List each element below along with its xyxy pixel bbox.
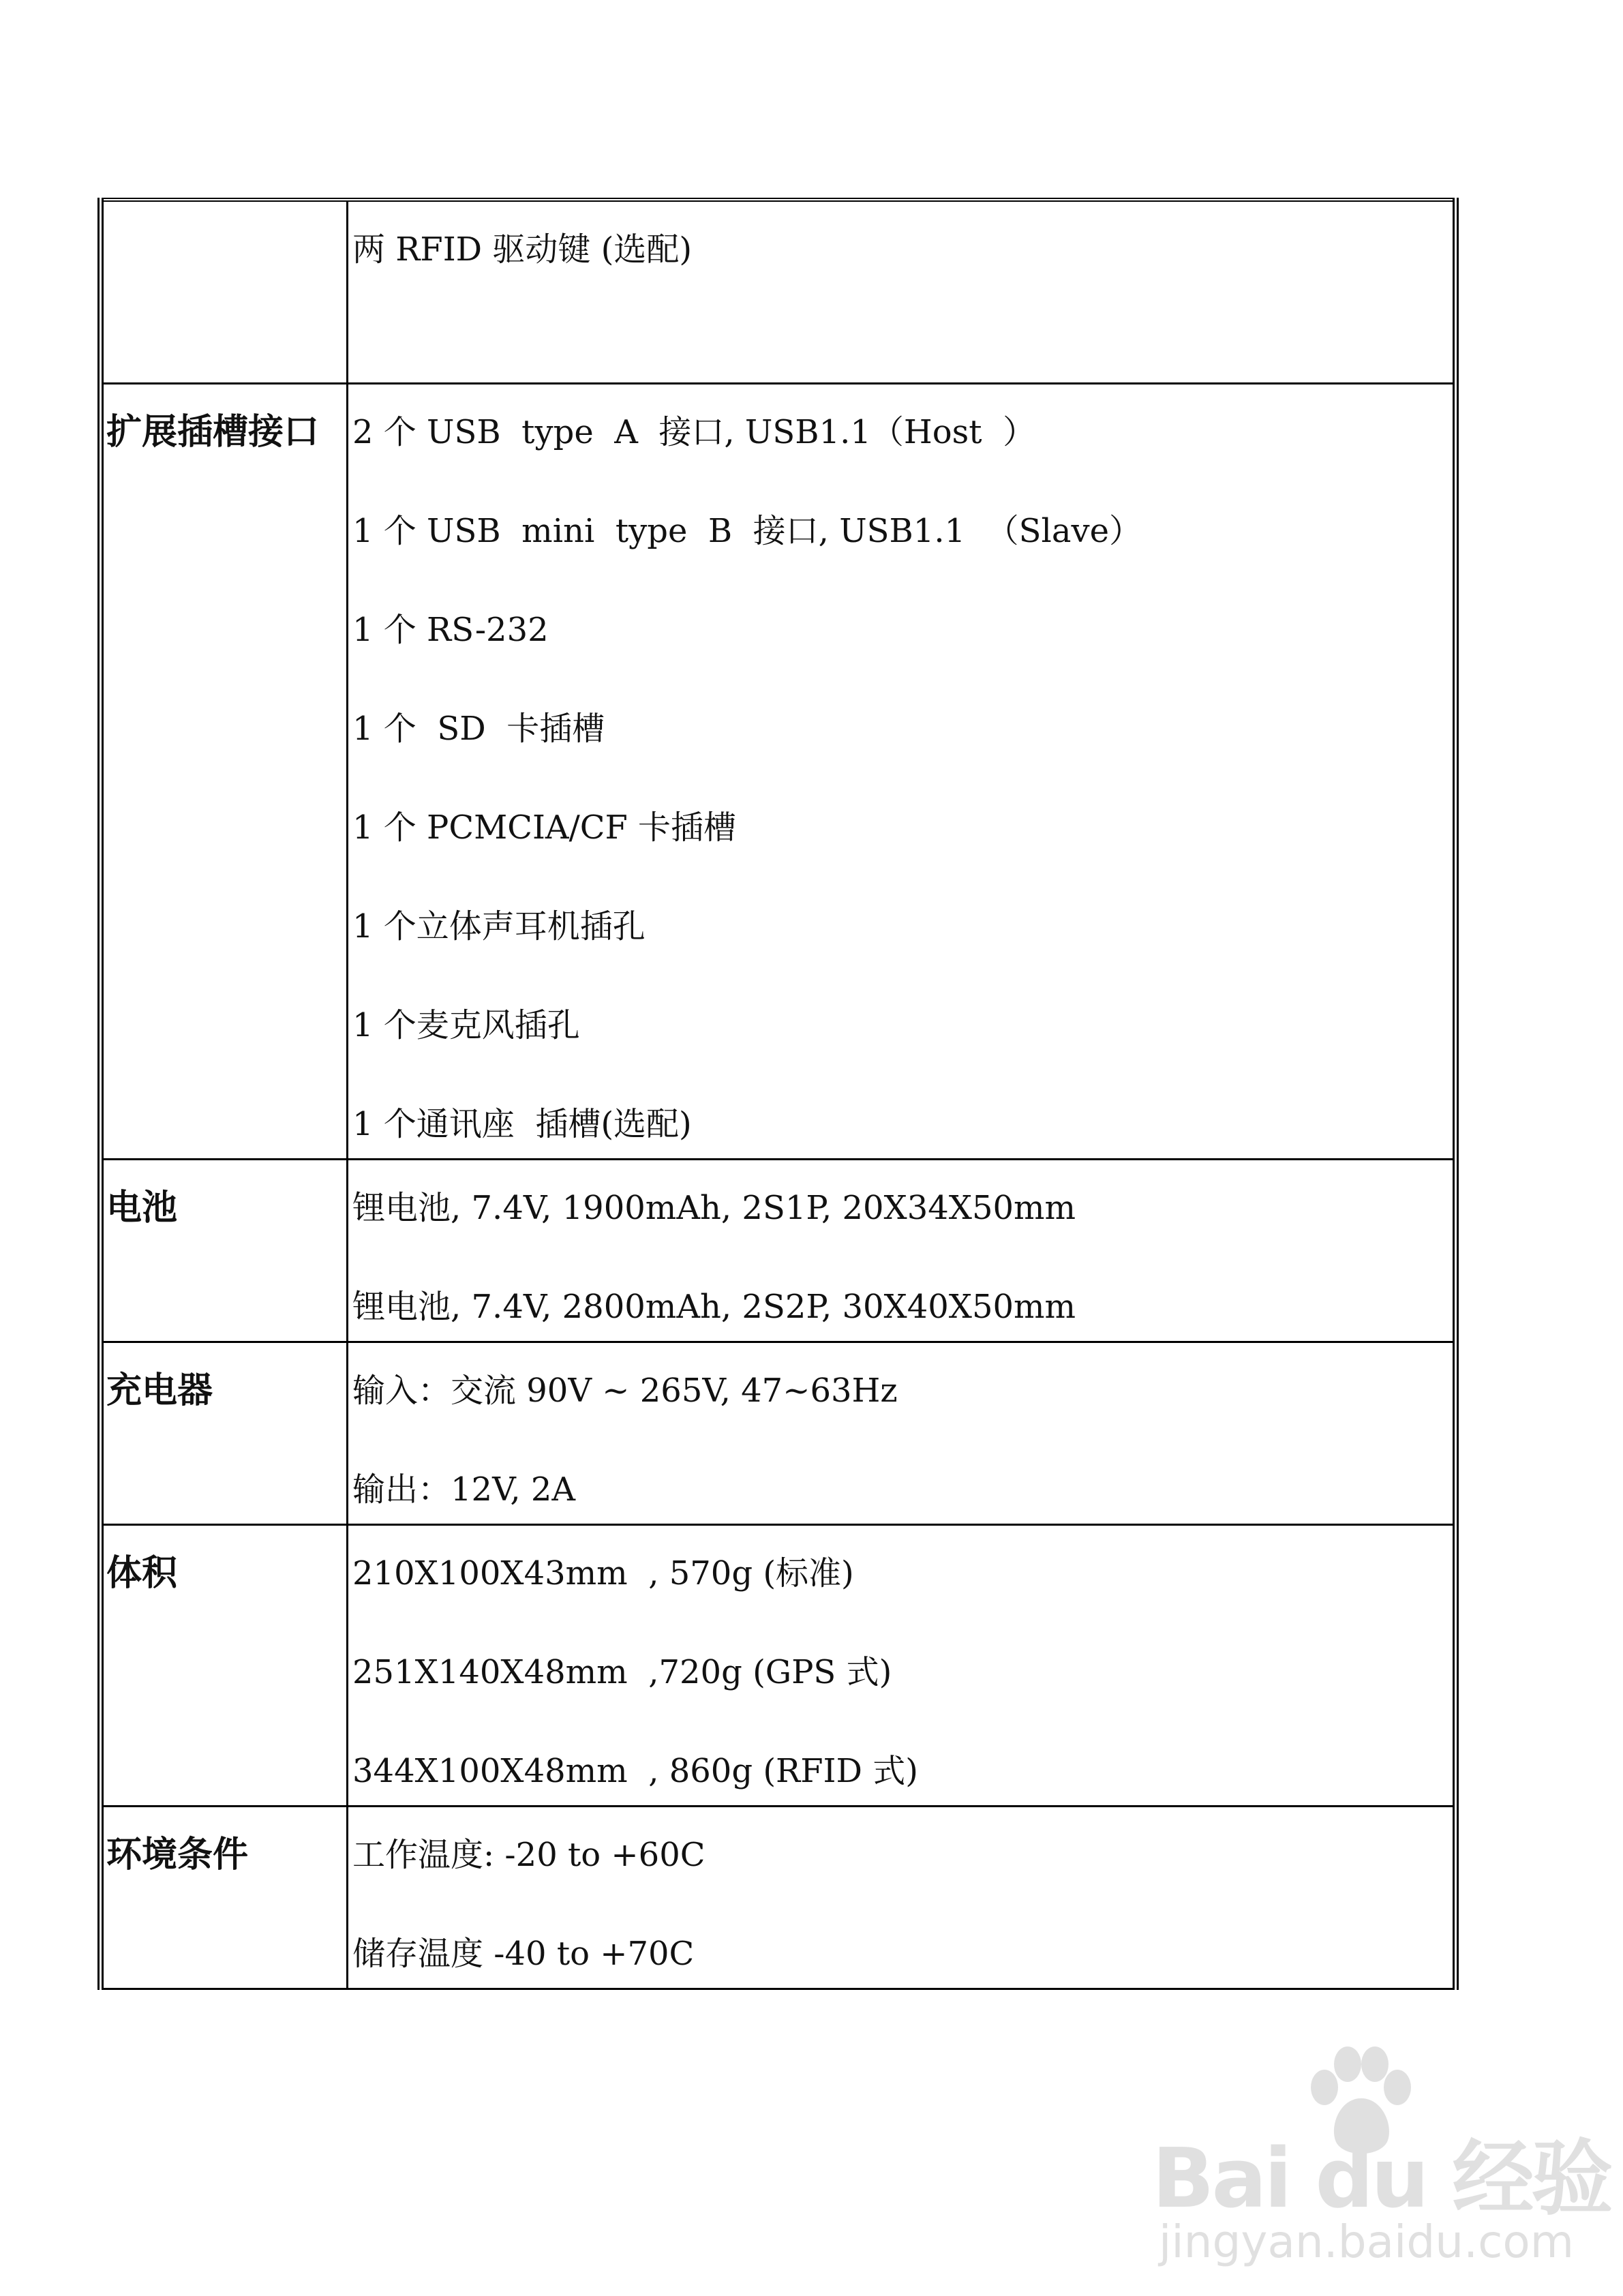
watermark-url: jingyan.baidu.com [1159, 2216, 1575, 2268]
value-line: 锂电池, 7.4V, 2800mAh, 2S2P, 30X40X50mm [352, 1288, 1076, 1326]
value-line: 1 个通讯座 插槽(选配) [352, 1105, 692, 1143]
table-row [101, 200, 1456, 384]
row-values [348, 1160, 1456, 1342]
row-label: 扩展插槽接口 [101, 384, 348, 1160]
value-line: 1 个 SD 卡插槽 [352, 710, 605, 748]
table-row [101, 384, 1456, 1160]
row-values [348, 1807, 1456, 1989]
value-line: 1 个 USB mini type B 接口, USB1.1 （Slave） [352, 512, 1142, 550]
value-line: 锂电池, 7.4V, 1900mAh, 2S1P, 20X34X50mm [352, 1189, 1076, 1227]
row-label: 充电器 [101, 1342, 348, 1525]
row-values [348, 384, 1456, 1160]
row-label [101, 200, 348, 384]
value-line-spacer [352, 328, 1453, 382]
value-line: 251X140X48mm ,720g (GPS 式) [352, 1653, 892, 1691]
value-line: 输入：交流 90V ~ 265V, 47~63Hz [352, 1372, 898, 1410]
row-values [348, 1525, 1456, 1807]
value-line: 储存温度 -40 to +70C [352, 1935, 695, 1973]
table-row [101, 1807, 1456, 1989]
row-label: 体积 [101, 1525, 348, 1807]
value-line: 输出：12V, 2A [352, 1470, 576, 1509]
table-row [101, 1160, 1456, 1342]
value-line: 两 RFID 驱动键 (选配) [352, 230, 693, 269]
value-line: 1 个 RS-232 [352, 611, 549, 649]
value-line: 工作温度: -20 to +60C [352, 1836, 706, 1874]
table-row [101, 1525, 1456, 1807]
watermark-logo-text: Bai du 经验 [1152, 2132, 1611, 2226]
value-line: 1 个麦克风插孔 [352, 1006, 580, 1044]
value-line: 1 个立体声耳机插孔 [352, 907, 646, 946]
value-line: 344X100X48mm , 860g (RFID 式) [352, 1752, 918, 1790]
baidu-jingyan-watermark [1152, 2045, 1611, 2277]
spec-table [97, 198, 1459, 1990]
value-line: 1 个 PCMCIA/CF 卡插槽 [352, 809, 737, 847]
row-label: 电池 [101, 1160, 348, 1342]
row-values [348, 1342, 1456, 1525]
table-row [101, 1342, 1456, 1525]
row-values [348, 200, 1456, 384]
value-line: 210X100X43mm , 570g (标准) [352, 1554, 854, 1592]
row-label: 环境条件 [101, 1807, 348, 1989]
value-line: 2 个 USB type A 接口, USB1.1（Host ） [352, 413, 1036, 451]
